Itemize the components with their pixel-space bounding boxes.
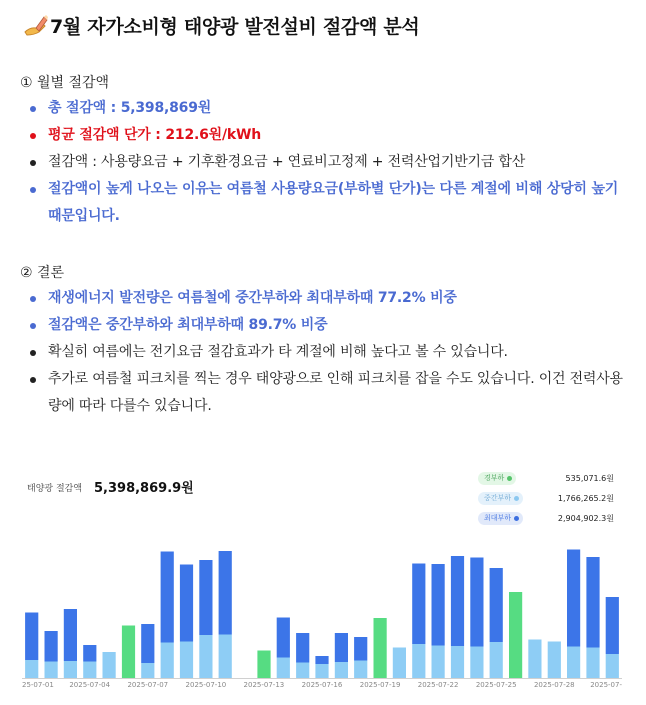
bar-light-2025-07-26[interactable]: [509, 592, 522, 678]
bar-mid-2025-07-29[interactable]: [567, 647, 580, 679]
legend-value: 535,071.6원: [565, 474, 614, 483]
legend-item-peak[interactable]: [478, 508, 622, 528]
legend-pill: 중간부하: [478, 492, 523, 505]
bar-peak-2025-07-04[interactable]: [83, 645, 96, 662]
bar-peak-2025-07-02[interactable]: [45, 631, 58, 662]
savings-chart: [22, 468, 622, 700]
bar-peak-2025-07-08[interactable]: [161, 552, 174, 643]
bar-peak-2025-07-17[interactable]: [335, 633, 348, 662]
legend-item-mid[interactable]: [478, 488, 622, 508]
bar-mid-2025-07-08[interactable]: [161, 643, 174, 679]
legend-pill: 경부하: [478, 472, 516, 485]
bar-mid-2025-07-04[interactable]: [83, 662, 96, 679]
bar-peak-2025-07-07[interactable]: [141, 624, 154, 663]
bar-light-2025-07-13[interactable]: [257, 651, 270, 679]
page-title: [22, 12, 419, 39]
legend-item-light[interactable]: [478, 468, 622, 488]
bar-mid-2025-07-20[interactable]: [393, 648, 406, 679]
bar-peak-2025-07-16[interactable]: [315, 656, 328, 664]
x-tick-label: 2025-07-16: [301, 681, 343, 689]
x-tick-label: 2025-07-22: [417, 681, 459, 689]
bar-mid-2025-07-16[interactable]: [315, 664, 328, 678]
x-tick-label: 2025-07-25: [475, 681, 517, 689]
page-title-text: 7월 자가소비형 태양광 발전설비 절감액 분석: [50, 16, 420, 38]
list-item: 절감액 : 사용량요금 + 기후환경요금 + 연료비고정제 + 전력산업기반기금 합산: [28, 149, 628, 176]
x-tick-label: 2025-07-13: [243, 681, 285, 689]
bar-mid-2025-07-05[interactable]: [103, 652, 116, 678]
x-tick-label: 2025-07-19: [359, 681, 401, 689]
section1-heading: ① 월별 절감액: [20, 75, 110, 91]
bar-mid-2025-07-18[interactable]: [354, 661, 367, 679]
list-item: 재생에너지 발전량은 여름철에 중간부하와 최대부하때 77.2% 비중: [28, 285, 628, 312]
bar-peak-2025-07-23[interactable]: [451, 556, 464, 646]
bar-peak-2025-07-29[interactable]: [567, 550, 580, 647]
bar-chart: [22, 528, 622, 698]
bar-peak-2025-07-18[interactable]: [354, 637, 367, 661]
chart-label: 태양광 절감액: [27, 484, 83, 494]
bar-peak-2025-07-21[interactable]: [412, 564, 425, 645]
legend-pill: 최대부하: [478, 512, 523, 525]
bar-mid-2025-07-21[interactable]: [412, 644, 425, 678]
bar-mid-2025-07-03[interactable]: [64, 661, 77, 678]
legend-value: 1,766,265.2원: [557, 494, 614, 503]
x-tick-label: 2025-07-28: [533, 681, 575, 689]
bar-mid-2025-07-01[interactable]: [25, 660, 38, 678]
list-item: 평균 절감액 단가 : 212.6원/kWh: [28, 122, 628, 149]
list-item: 추가로 여름철 피크치를 찍는 경우 태양광으로 인해 피크치를 잡을 수도 있습니다. 이건 전력사용량에 따라 다를수 있습니다.: [28, 366, 628, 420]
x-tick-label: 2025-07-10: [185, 681, 227, 689]
bar-mid-2025-07-27[interactable]: [528, 640, 541, 679]
legend-value: 2,904,902.3원: [557, 514, 614, 523]
bar-mid-2025-07-31[interactable]: [606, 654, 619, 678]
section2-heading: ② 결론: [20, 265, 65, 281]
bar-mid-2025-07-11[interactable]: [219, 635, 232, 679]
bar-mid-2025-07-22[interactable]: [432, 646, 445, 679]
bar-mid-2025-07-09[interactable]: [180, 642, 193, 679]
x-tick-label: 2025-07-04: [69, 681, 111, 689]
bar-mid-2025-07-17[interactable]: [335, 662, 348, 678]
bar-mid-2025-07-07[interactable]: [141, 663, 154, 678]
section2-list: [28, 285, 628, 420]
x-tick-label: 2025-07-07: [127, 681, 169, 689]
bar-mid-2025-07-30[interactable]: [586, 648, 599, 679]
bar-peak-2025-07-31[interactable]: [606, 597, 619, 654]
section1-list: [28, 95, 628, 230]
list-item: 총 절감액 : 5,398,869원: [28, 95, 628, 122]
bar-peak-2025-07-25[interactable]: [490, 568, 503, 642]
bar-light-2025-07-19[interactable]: [374, 618, 387, 678]
bar-mid-2025-07-28[interactable]: [548, 642, 561, 679]
bar-mid-2025-07-15[interactable]: [296, 663, 309, 679]
bar-mid-2025-07-14[interactable]: [277, 658, 290, 679]
chart-total: 5,398,869.9원: [94, 481, 194, 496]
bar-peak-2025-07-22[interactable]: [432, 564, 445, 646]
bar-peak-2025-07-03[interactable]: [64, 609, 77, 661]
bar-light-2025-07-06[interactable]: [122, 626, 135, 679]
bar-mid-2025-07-23[interactable]: [451, 646, 464, 678]
bar-peak-2025-07-30[interactable]: [586, 557, 599, 648]
bar-mid-2025-07-10[interactable]: [199, 635, 212, 678]
bar-peak-2025-07-01[interactable]: [25, 613, 38, 661]
bar-peak-2025-07-11[interactable]: [219, 551, 232, 635]
x-tick-label: 25-07-01: [22, 681, 54, 689]
writing-hand-icon: [22, 13, 48, 39]
list-item: 절감액이 높게 나오는 이유는 여름철 사용량요금(부하별 단가)는 다른 계절에 비해 상당히 높기 때문입니다.: [28, 176, 628, 230]
chart-legend: [478, 468, 622, 528]
x-tick-label: 2025-07-: [590, 681, 622, 689]
list-item: 확실히 여름에는 전기요금 절감효과가 타 계절에 비해 높다고 볼 수 있습니다.: [28, 339, 628, 366]
bar-peak-2025-07-14[interactable]: [277, 618, 290, 658]
bar-peak-2025-07-09[interactable]: [180, 565, 193, 642]
bar-mid-2025-07-24[interactable]: [470, 647, 483, 679]
bar-peak-2025-07-15[interactable]: [296, 633, 309, 663]
bar-peak-2025-07-10[interactable]: [199, 560, 212, 635]
bar-mid-2025-07-02[interactable]: [45, 662, 58, 679]
bar-mid-2025-07-25[interactable]: [490, 642, 503, 678]
list-item: 절감액은 중간부하와 최대부하때 89.7% 비중: [28, 312, 628, 339]
bar-peak-2025-07-24[interactable]: [470, 558, 483, 647]
